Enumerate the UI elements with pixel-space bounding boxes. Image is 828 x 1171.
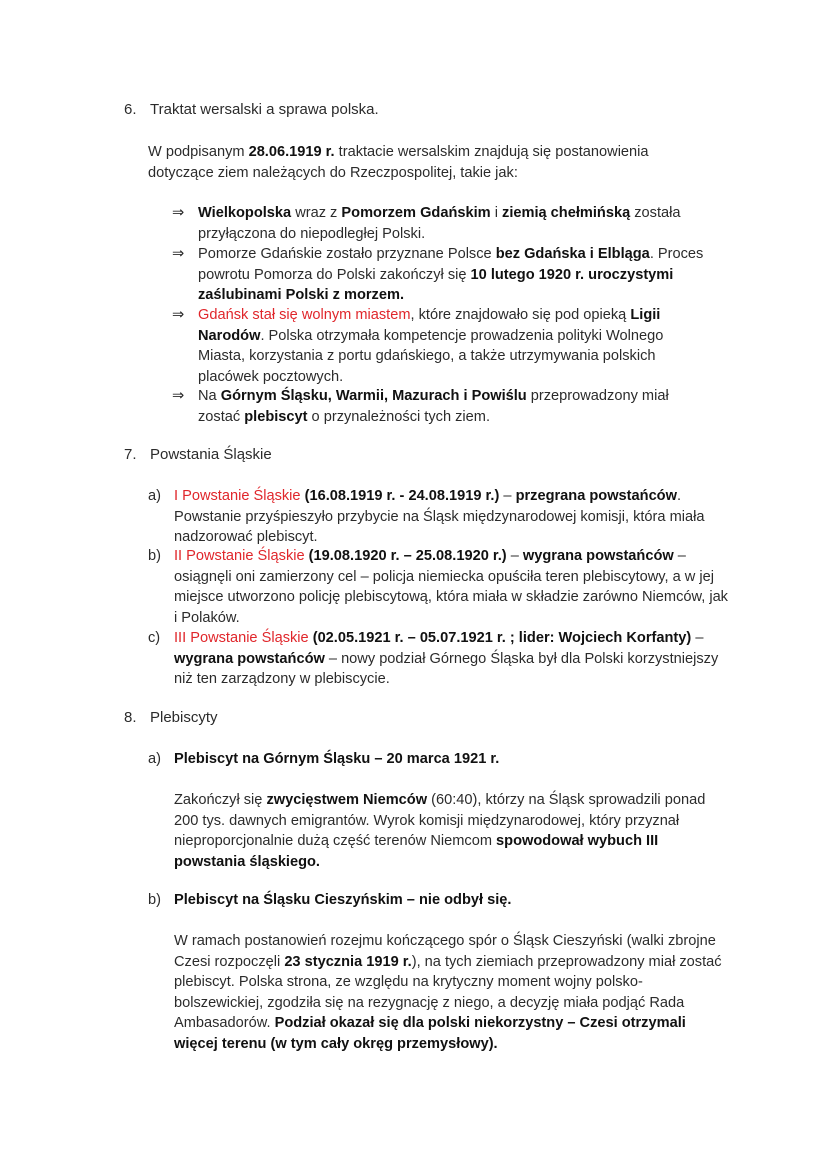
bullet-wielkopolska: ⇒ Wielkopolska wraz z Pomorzem Gdańskim i ziemią chełmińską została przyłączona do niepodległej Polski. xyxy=(172,205,681,242)
section-7-title: 7. Powstania Śląskie xyxy=(124,446,272,463)
arrow-icon: ⇒ xyxy=(172,205,185,221)
powstanie-1: a) I Powstanie Śląskie (16.08.1919 r. - 24.08.1919 r.) – przegrana powstańców. Powstanie przyśpieszyło przybycie na Śląsk międzynarodowej komisji, która miała nadzorować plebiscyt. xyxy=(148,488,705,545)
plebiscyt-a-body: Zakończył się zwycięstwem Niemców (60:40), którzy na Śląsk sprowadzili ponad 200 tys. dawnych emigrantów. Wyrok komisji międzynarodowej, który przyznał nieproporcjonalnie dużą część terenów Niemcom spowodował wybuch III powstania śląskiego. xyxy=(174,792,706,870)
section-6-intro: W podpisanym 28.06.1919 r. traktacie wersalskim znajdują się postanowienia dotyczące ziem należących do Rzeczpospolitej, takie jak: xyxy=(148,144,649,181)
arrow-icon: ⇒ xyxy=(172,307,185,323)
arrow-icon: ⇒ xyxy=(172,388,185,404)
arrow-icon: ⇒ xyxy=(172,246,185,262)
bullet-pomorze: ⇒ Pomorze Gdańskie zostało przyznane Polsce bez Gdańska i Elbląga. Proces powrotu Pomorza do Polski zakończył się 10 lutego 1920 r. uroczystymi zaślubinami Polski z morzem. xyxy=(172,246,704,303)
section-8-title: 8. Plebiscyty xyxy=(124,709,218,726)
plebiscyt-a-heading: a) Plebiscyt na Górnym Śląsku – 20 marca 1921 r. xyxy=(148,751,500,767)
bullet-gdansk: ⇒ Gdańsk stał się wolnym miastem, które znajdowało się pod opieką Ligii Narodów. Polska otrzymała kompetencje prowadzenia polityki Wolnego Miasta, korzystania z portu gdańskiego, a także utrzymywania polskich placówek pocztowych. xyxy=(172,307,664,385)
powstanie-3: c) III Powstanie Śląskie (02.05.1921 r. – 05.07.1921 r. ; lider: Wojciech Korfanty) – wygrana powstańców – nowy podział Górnego Śląska był dla Polski korzystniejszy niż ten zarządzony w plebiscycie. xyxy=(148,630,719,687)
powstanie-2: b) II Powstanie Śląskie (19.08.1920 r. – 25.08.1920 r.) – wygrana powstańców – osiągnęli oni zamierzony cel – policja niemiecka opuściła teren plebiscytowy, a w jej miejsce utworzono policję plebiscytową, która miała w składzie zarówno Niemców, jak i Polaków. xyxy=(148,548,728,626)
section-6-title: 6. Traktat wersalski a sprawa polska. xyxy=(124,101,379,118)
plebiscyt-b-heading: b) Plebiscyt na Śląsku Cieszyńskim – nie odbył się. xyxy=(148,892,512,908)
bullet-plebiscyt: ⇒ Na Górnym Śląsku, Warmii, Mazurach i Powiślu przeprowadzony miał zostać plebiscyt o przynależności tych ziem. xyxy=(172,388,669,425)
plebiscyt-b-body: W ramach postanowień rozejmu kończącego spór o Śląsk Cieszyński (walki zbrojne Czesi rozpoczęli 23 stycznia 1919 r.), na tych ziemiach przeprowadzony miał zostać plebiscyt. Polska strona, ze względu na krytyczny moment wojny polsko-bolszewickiej, zgodziła się na rezygnację z niego, a decyzję miała podjąć Rada Ambasadorów. Podział okazał się dla polski niekorzystny – Czesi otrzymali więcej terenu (w tym cały okręg przemysłowy). xyxy=(174,933,722,1052)
